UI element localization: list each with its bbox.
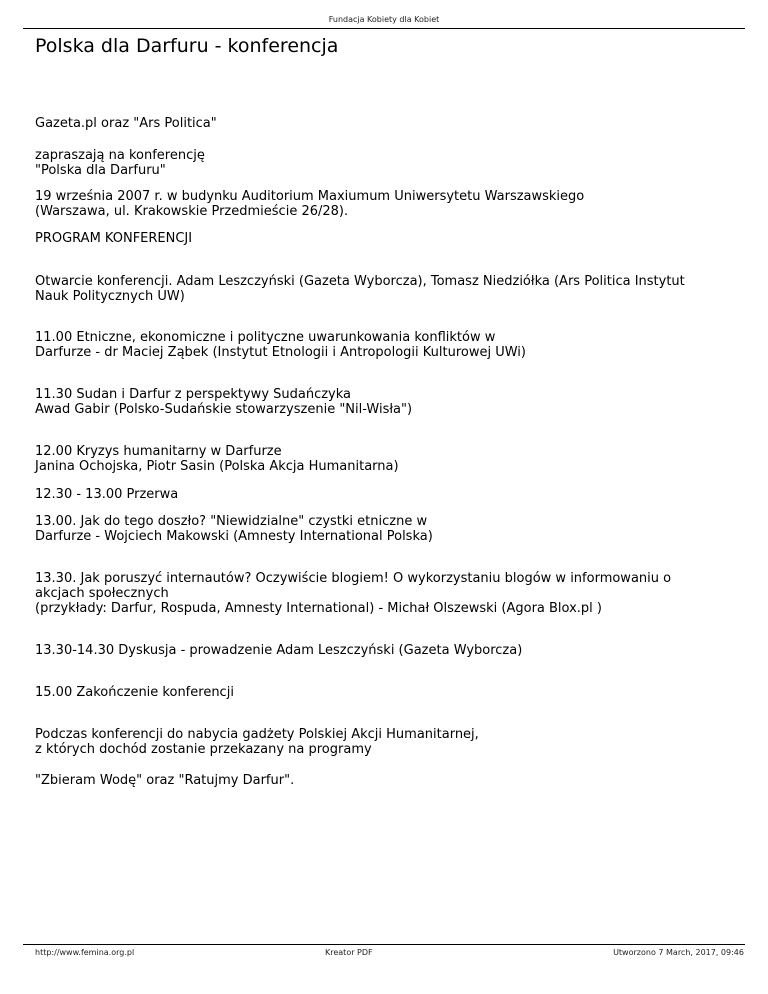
- program-item-closing: 15.00 Zakończenie konferencji: [35, 685, 234, 700]
- program-item-1200: 12.00 Kryzys humanitarny w Darfurze Janina Ochojska, Piotr Sasin (Polska Akcja Humanitarna): [35, 444, 399, 474]
- invitation-text: zapraszają na konferencję "Polska dla Darfuru": [35, 148, 205, 178]
- program-item-1100: 11.00 Etniczne, ekonomiczne i polityczne uwarunkowania konfliktów w Darfurze - dr Maciej Ząbek (Instytut Etnologii i Antropologii Kulturowej UWi): [35, 330, 526, 360]
- program-item-1130: 11.30 Sudan i Darfur z perspektywy Sudańczyka Awad Gabir (Polsko-Sudańskie stowarzyszenie "Nil-Wisła"): [35, 387, 413, 417]
- page-header-organization: Fundacja Kobiety dla Kobiet: [328, 15, 440, 24]
- program-heading: PROGRAM KONFERENCJI: [35, 231, 193, 246]
- footer-divider: [23, 944, 745, 945]
- merchandise-note: Podczas konferencji do nabycia gadżety Polskiej Akcji Humanitarnej, z których dochód zostanie przekazany na programy: [35, 727, 479, 757]
- page-title: Polska dla Darfuru - konferencja: [35, 35, 339, 57]
- header-divider: [23, 28, 745, 29]
- program-item-1330: 13.30. Jak poruszyć internautów? Oczywiście blogiem! O wykorzystaniu blogów w informowaniu o akcjach społecznych (przykłady: Darfur, Rospuda, Amnesty International) - Michał Olszewski (Agora Blox.pl ): [35, 571, 672, 616]
- footer-created-date: Utworzono 7 March, 2017, 09:46: [613, 948, 744, 957]
- charity-programs: "Zbieram Wodę" oraz "Ratujmy Darfur".: [35, 773, 295, 788]
- program-item-opening: Otwarcie konferencji. Adam Leszczyński (Gazeta Wyborcza), Tomasz Niedziółka (Ars Politica Instytut Nauk Politycznych UW): [35, 274, 685, 304]
- invitation-hosts: Gazeta.pl oraz "Ars Politica": [35, 116, 217, 131]
- footer-url: http://www.femina.org.pl: [35, 948, 135, 957]
- footer-generator: Kreator PDF: [325, 948, 373, 957]
- program-item-1300: 13.00. Jak do tego doszło? "Niewidzialne" czystki etniczne w Darfurze - Wojciech Makowski (Amnesty International Polska): [35, 514, 433, 544]
- program-item-break: 12.30 - 13.00 Przerwa: [35, 487, 179, 502]
- program-item-discussion: 13.30-14.30 Dyskusja - prowadzenie Adam Leszczyński (Gazeta Wyborcza): [35, 643, 523, 658]
- event-date-location: 19 września 2007 r. w budynku Auditorium Maxiumum Uniwersytetu Warszawskiego (Warszawa, ul. Krakowskie Przedmieście 26/28).: [35, 189, 585, 219]
